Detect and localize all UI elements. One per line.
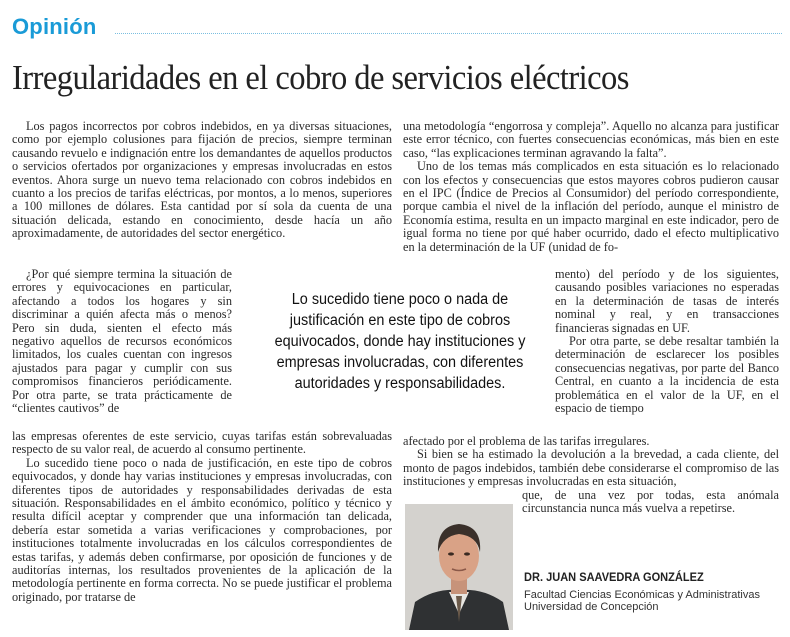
section-divider xyxy=(115,33,782,34)
right-column-closing xyxy=(522,489,779,516)
pull-quote: Lo sucedido tiene poco o nada de justificación en este tipo de cobros equivocados, donde hay instituciones y empresas involucradas, con diferentes autoridades y responsabilidades. xyxy=(265,283,535,400)
author-photo xyxy=(405,504,513,630)
left-column-intro xyxy=(12,120,392,241)
author-affiliation xyxy=(524,589,760,613)
paragraph: Por otra parte, se debe resaltar también la determinación de esclarecer los posibles consecuencias negativas, por parte del Banco Central, en cuanto a la incidencia de esta problemática en el valor de la UF, en el espacio de tiempo xyxy=(555,334,779,416)
paragraph: Si bien se ha estimado la devolución a la brevedad, a cada cliente, del monto de pagos indebidos, también debe considerarse el compromiso de las instituciones y empresas involucradas en esta situación, xyxy=(403,447,779,489)
right-column-narrow xyxy=(555,268,779,415)
left-column-narrow xyxy=(12,268,232,415)
section-label: Opinión xyxy=(12,14,97,39)
paragraph: Los pagos incorrectos por cobros indebidos, en ya diversas situaciones, como por ejemplo colusiones para fijación de precios, siempre terminan causando revuelo e indignación entre los demandantes de aquellos productos o servicios ofertados por organizaciones y empresas involucradas en estos eventos. Ahora surge un nuevo tema relacionado con cobros indebidos en cuanto a los precios de tarifas eléctricas, por montos, a lo menos, superiores a 100 millones de dólares. Esta cantidad por sí sola da cuenta de una situación delicada, estando en conocimiento, desde hacía un año aproximadamente, de autoridades del sector energético. xyxy=(12,119,392,241)
paragraph: que, de una vez por todas, esta anómala circunstancia nunca más vuelva a repetirse. xyxy=(522,488,779,516)
right-column-wide xyxy=(403,435,779,489)
left-column-continued xyxy=(12,430,392,604)
right-column-top xyxy=(403,120,779,254)
paragraph: ¿Por qué siempre termina la situación de errores y equivocaciones en particular, afectando a todos los hogares y sin discriminar a quién afecta más o menos? Pero sin duda, sienten el efecto más negativo aquellos de recursos económicos limitados, los cuales cuentan con ingresos ajustados para pagar y cumplir con sus compromisos financieros periódicamente. Por otra parte, se trata prácticamente de “clientes cautivos” de xyxy=(12,267,232,416)
paragraph: Lo sucedido tiene poco o nada de justificación, en este tipo de cobros equivocados, y donde hay varias instituciones y empresas involucradas, con diferentes tipos de autoridades y responsabilidades derivadas de esta situación. Responsabilidades en el ámbito económico, político y técnico y resulta difícil aceptar y comprender que una información tan delicada, debería estar sometida a varias verificaciones y comprobaciones, por instituciones totalmente involucradas en los cálculos correspondientes de estas tarifas, y además deben confirmarse, por oposición de funciones y de auditorías internas, los resultados provenientes de la aplicación de la metodología pertinente en forma correcta. No se puede justificar el problema originado, por tratarse de xyxy=(12,455,392,604)
author-name: DR. JUAN SAAVEDRA GONZÁLEZ xyxy=(524,570,704,584)
paragraph: las empresas oferentes de este servicio, cuyas tarifas están sobrevaluadas respecto de su valor real, de acuerdo al consumo pertinente. xyxy=(12,429,392,457)
paragraph: una metodología “engorrosa y compleja”. Aquello no alcanza para justificar este error técnico, con fuertes consecuencias económicas, más bien en este caso, “las explicaciones terminan agravando la falta”. xyxy=(403,119,779,160)
author-faculty: Facultad Ciencias Económicas y Administrativas xyxy=(524,589,760,601)
paragraph: Uno de los temas más complicados en esta situación es lo relacionado con los efectos y consecuencias que estos mayores cobros pudieron causar en el IPC (Índice de Precios al Consumidor) del período correspondiente, porque cambia el nivel de la inflación del período, aunque el ministro de Economía estima, resulta en un impacto marginal en este indicador, pero de igual forma no tiene por qué haber ocurrido, dado el efecto multiplicativo en la determinación de la UF (unidad de fo- xyxy=(403,159,779,254)
paragraph: mento) del período y de los siguientes, causando posibles variaciones no esperadas en la determinación de tasas de interés nominal y real, y en transacciones financieras signadas en UF. xyxy=(555,267,779,335)
paragraph: afectado por el problema de las tarifas irregulares. xyxy=(403,434,650,448)
author-portrait-icon xyxy=(405,504,513,630)
article-headline: Irregularidades en el cobro de servicios eléctricos xyxy=(12,58,629,97)
author-university: Universidad de Concepción xyxy=(524,601,659,613)
